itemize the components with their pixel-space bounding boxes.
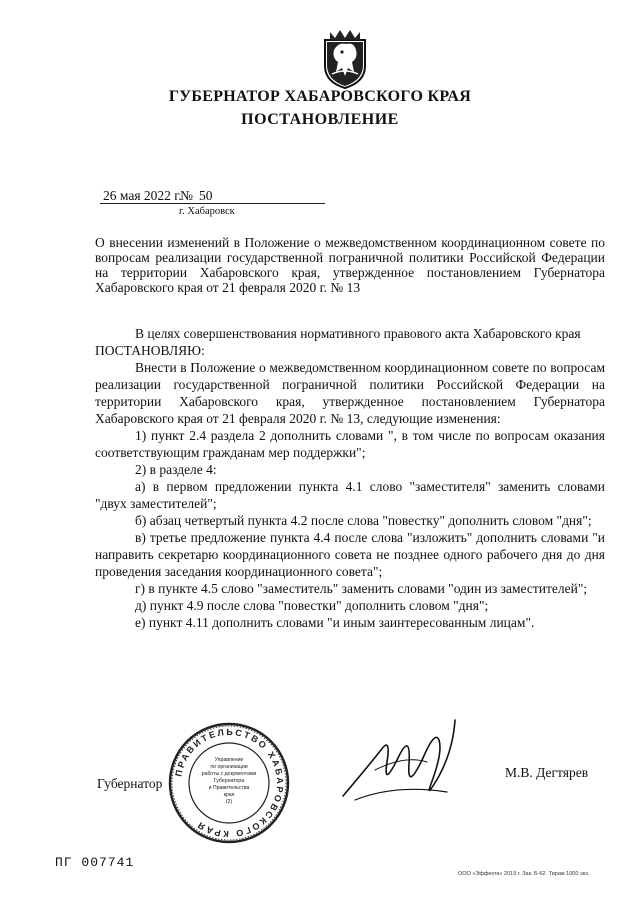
signer-name: М.В. Дегтярев bbox=[505, 765, 589, 780]
signer-position: Губернатор bbox=[97, 776, 163, 791]
seal-line: Губернатора bbox=[213, 778, 245, 784]
seal-line: и Правительства bbox=[208, 785, 250, 791]
decree-body bbox=[95, 325, 605, 631]
official-seal-icon bbox=[168, 722, 290, 844]
handwritten-signature-icon bbox=[335, 700, 485, 820]
decree-number: 50 bbox=[199, 188, 213, 203]
list-item: 1) пункт 2.4 раздела 2 дополнить словами ", в том числе по вопросам оказания соответствующим гражданам мер поддержки"; bbox=[95, 428, 605, 460]
list-item: е) пункт 4.11 дополнить словами "и иным заинтересованным лицам". bbox=[135, 615, 535, 630]
coat-of-arms-icon bbox=[320, 28, 370, 90]
decree-word: ПОСТАНОВЛЯЮ: bbox=[95, 343, 205, 358]
subject-text: О внесении изменений в Положение о межведомственном координационном совете по вопросам реализации государственной пограничной политики Российской Федерации на территории Хабаровского края, утвержденное постановлением Губернатора Хабаровского края от 21 февраля 2020 г. № 13 bbox=[95, 235, 605, 295]
date-underline bbox=[100, 203, 325, 204]
seal-line: по организации bbox=[210, 764, 248, 770]
main-paragraph: Внести в Положение о межведомственном координационном совете по вопросам реализации государственной пограничной политики Российской Федерации на территории Хабаровского края, утвержденное постановлением Губернатора Хабаровского края от 21 февраля 2020 г. № 13, следующие изменения: bbox=[95, 360, 605, 426]
decree-date: 26 мая 2022 г. bbox=[103, 188, 182, 203]
intro-paragraph: В целях совершенствования нормативного правового акта Хабаровского края bbox=[135, 326, 581, 341]
list-item: б) абзац четвертый пункта 4.2 после слова "повестку" дополнить словом "дня"; bbox=[135, 513, 592, 528]
number-label: № bbox=[180, 188, 193, 203]
date-number-line bbox=[103, 188, 295, 204]
seal-ring-text: ПРАВИТЕЛЬСТВО ХАБАРОВСКОГО КРАЯ bbox=[173, 726, 286, 840]
document-type: ПОСТАНОВЛЕНИЕ bbox=[241, 111, 399, 128]
city-label: г. Хабаровск bbox=[179, 206, 235, 217]
seal-line: работы с документами bbox=[201, 771, 257, 777]
seal-line: края bbox=[223, 792, 235, 798]
list-item: 2) в разделе 4: bbox=[135, 462, 217, 477]
list-item: д) пункт 4.9 после слова "повестки" дополнить словом "дня"; bbox=[135, 598, 489, 613]
list-item: в) третье предложение пункта 4.4 после слова "изложить" дополнить словами "и направить секретарю координационного совета не позднее одного рабочего дня до дня проведения заседания координационного совета"; bbox=[95, 530, 605, 579]
seal-line: (2) bbox=[225, 799, 233, 805]
form-serial-code: ПГ 007741 bbox=[55, 855, 135, 870]
seal-line: Управление bbox=[214, 757, 244, 763]
list-item: а) в первом предложении пункта 4.1 слово "заместителя" заменить словами "двух заместителей"; bbox=[95, 479, 605, 511]
authority-title: ГУБЕРНАТОР ХАБАРОВСКОГО КРАЯ bbox=[168, 88, 472, 105]
printer-imprint: ООО «Эффекта» 2019 г. Зак. Б-62. Тираж 1000 экз. bbox=[458, 871, 590, 877]
list-item: г) в пункте 4.5 слово "заместитель" заменить словами "один из заместителей"; bbox=[135, 581, 588, 596]
